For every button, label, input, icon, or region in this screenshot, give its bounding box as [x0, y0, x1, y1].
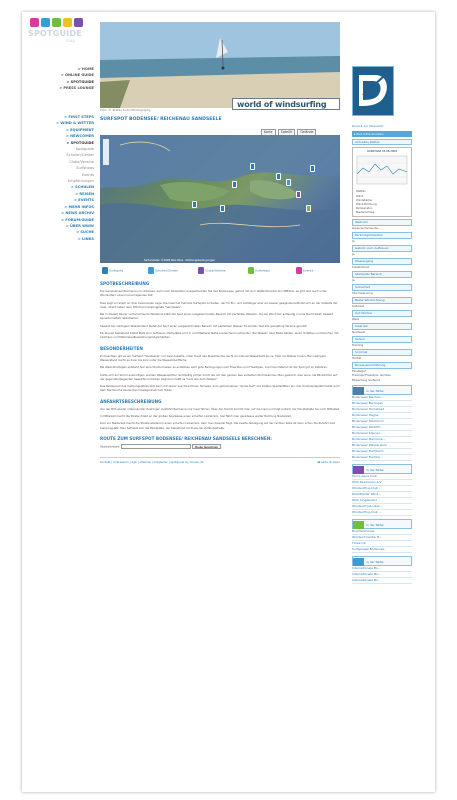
- tab-satellite[interactable]: Satellit: [278, 129, 295, 136]
- right-column: [352, 124, 432, 584]
- nav-top-item[interactable]: > PRESS LOUNGE: [59, 86, 94, 91]
- footer-separator: |: [110, 459, 114, 464]
- main-content: [100, 117, 340, 464]
- shop-thumbnail: [353, 521, 364, 529]
- map-terrain: [100, 135, 340, 263]
- nearby-list-item[interactable]: Bodensee/ Reichen...: [352, 395, 412, 401]
- map-pin-spot-icon[interactable]: [220, 205, 225, 212]
- map-pin-spot-icon[interactable]: [192, 201, 197, 208]
- info-section-title: Sommer: [352, 349, 412, 356]
- paragraph: Die Gemüseinsel Reichenau im Untersee, dem nach Südwesten ausgestreckten Teil des Bodensees, gehört mit zum Weltkulturerbe der UNESCO, es gibt dort auch unter Windsurfern einen hervorragenden Ruf.: [100, 289, 327, 298]
- legend-surfspots[interactable]: [102, 267, 123, 274]
- brand-name: world of windsurfing: [237, 100, 327, 109]
- nav-main-item[interactable]: > FIRST STEPS: [64, 115, 94, 119]
- weather-row-label: Wind:: [356, 193, 364, 198]
- nav-main-item[interactable]: > MEHR INFOS: [64, 204, 94, 209]
- footer: [100, 457, 340, 464]
- shop-icon: [248, 267, 254, 274]
- info-section-value: Nordwest: [352, 330, 366, 335]
- footer-link[interactable]: agb: [131, 459, 137, 464]
- nearby-list-item[interactable]: Windsurfclub Über...: [352, 504, 412, 510]
- footer-link[interactable]: mitglieder: [153, 459, 168, 464]
- nearby-shops-header: [352, 519, 412, 529]
- logo-square-icon: [52, 18, 61, 27]
- page-frame: [22, 12, 435, 792]
- nearby-shops-list: [352, 529, 432, 553]
- nearby-list-item[interactable]: Bodensee/ Hornstaad: [352, 407, 412, 413]
- route-title: ROUTE ZUM SURFSPOT BODENSEE/ REICHENAU SANDSEELE BERECHNEN:: [100, 435, 272, 441]
- calculate-route-button[interactable]: Route berechnen: [192, 444, 221, 449]
- print-page-link[interactable]: 🖶 seite drucken: [317, 459, 340, 464]
- legend-shops[interactable]: [248, 267, 270, 274]
- logo-square-icon: [41, 18, 50, 27]
- map-pin-spot-icon[interactable]: [250, 163, 255, 170]
- legend-schools[interactable]: [148, 267, 178, 274]
- nearby-list-item[interactable]: Windsurfing-Club ...: [352, 486, 412, 492]
- info-section-value: Ja: [352, 278, 355, 283]
- footer-link[interactable]: impressum: [113, 459, 129, 464]
- spot-description: [100, 281, 340, 465]
- nearby-schools-header: [352, 556, 412, 566]
- nav-main-item[interactable]: > EVENTS: [73, 198, 94, 203]
- logo-text: SPOTGUIDE: [28, 29, 82, 38]
- print-label: seite drucken: [321, 459, 340, 464]
- info-section-value: Sturmwarnung: [352, 291, 373, 296]
- section-title: SPOTBESCHREIBUNG: [100, 281, 150, 286]
- nearby-list-item[interactable]: Tom's Aqua Club: [352, 474, 412, 480]
- spotguide-logo[interactable]: [26, 16, 96, 60]
- nav-main-item[interactable]: > EQUIPMENT: [65, 127, 94, 132]
- nearby-list-item[interactable]: Windsurf-Center B...: [352, 535, 412, 541]
- nearby-list-item[interactable]: Windsurfing-Club ...: [352, 510, 412, 516]
- paragraph: Bei in diesem Revier vorherrschende Westwind bläst der Spot einen ausgezeichneten Bereich mit perfekten Wassern. Da der Wind hier auflandig in eine Bucht bläst, besteht keinerlei Gefahr abzutreiben.: [100, 312, 334, 321]
- left-column: [22, 12, 98, 792]
- weather-row-label: Niederschlag:: [356, 210, 376, 215]
- nav-main-item[interactable]: > ÜBER WWW: [65, 223, 94, 228]
- logo-square-icon: [30, 18, 39, 27]
- main-navigation: [56, 114, 94, 242]
- nearby-list-item[interactable]: Surfgarage Bodensee: [352, 547, 412, 553]
- legend-label: Surfspots: [109, 268, 124, 273]
- nav-main-item[interactable]: Spotguide: [75, 147, 94, 152]
- nav-main-item[interactable]: > NEWCOMER: [65, 134, 94, 139]
- weather-details: [353, 188, 411, 215]
- section-anfahrt: [100, 407, 340, 430]
- info-section-title: Gebühr zum Aufbauen: [352, 245, 412, 252]
- weather-row-label: Wetter:: [356, 189, 367, 194]
- footer-link[interactable]: kontakt: [100, 459, 111, 464]
- info-section-title: Wassergang: [352, 258, 412, 265]
- nav-main-item[interactable]: > SUCHE: [76, 230, 94, 235]
- paragraph: Von der B33 wieder umbenannter Zubringer, Ausfahrt Reichenau zur Insel fahren. Über den Damm kommt man auf die Insel und folgt einfach der Hauptstraße bis nach Mittelzell.: [100, 406, 340, 411]
- beach-photo: [100, 22, 340, 108]
- info-section-title: Gut fahrbar: [352, 310, 412, 317]
- niveau-title: Niveaueinschätzung: [352, 362, 412, 369]
- paragraph: Dies liegt vor allem an ihrer besonderen Lage. Die Insel hat mehrere Surfspots zu bieten, der für Ein- und Aufsteiger eher ein besser geeignete befindet sich an der Ostseite der Insel, direkt neben dem örtlichen Campingplatz "Sandseele".: [100, 300, 338, 309]
- nearby-list-item[interactable]: Bodensee/ Wasserwerk: [352, 443, 412, 449]
- start-address-input[interactable]: [121, 444, 191, 449]
- nearby-spots-list: [352, 395, 432, 461]
- info-section-title: Saison: [352, 336, 412, 343]
- legend-label: Clubs/Vereine: [205, 268, 226, 273]
- info-section-value: Südwest: [352, 304, 364, 309]
- footer-separator: |: [128, 459, 132, 464]
- niveau-value: Einsteiger: [352, 369, 367, 374]
- nearby-list-item[interactable]: Bodensee/ Fischba...: [352, 455, 412, 461]
- paragraph: In Mittelzell macht die Straße direkt an der großen Sparkasse einen scharfen Linksknick, hier fährt man geradeaus weiter Richtung Niederzell.: [100, 414, 292, 419]
- paragraph: Speziell bei niedrigem Wasserstand bietet der Spot einen ausgezeichneten Bereich mit perfektem Wasser. Es werden fast alle ganzjährig Vereine genutzt.: [100, 323, 308, 328]
- nearby-label: in der Nähe: [366, 467, 384, 472]
- nearby-list-item[interactable]: Three Up: [352, 541, 412, 547]
- nearby-list-item[interactable]: WSC Singelsdorf: [352, 498, 412, 504]
- back-to-overview-link[interactable]: Zurück zur Übersicht: [352, 124, 384, 128]
- footer-separator: |: [150, 459, 154, 464]
- nav-top-item[interactable]: > SPOTGUIDE: [66, 79, 94, 84]
- weather-row-label: Windstärke:: [356, 197, 373, 202]
- legend-events[interactable]: [296, 267, 313, 274]
- print-info-button[interactable]: ▸ Ihre Infos drucken: [352, 131, 412, 137]
- map-pin-spot-icon[interactable]: [232, 181, 237, 188]
- map-pin-shop-icon[interactable]: [306, 205, 311, 212]
- nearby-schools-list: [352, 566, 432, 584]
- top-navigation: [59, 66, 94, 92]
- footer-separator: |: [167, 459, 171, 464]
- webcam-title: Webcam: [352, 219, 412, 226]
- paragraph: Kurz vor Niederzell macht die Straße wiederum einen scharfen Linksknick, dem man diesmal folgt. Die zweite Abbiegung auf der rechten Seite ist dann schon die Zufahrt zum Campingplatz. Man befindet sich die Parkplätze, der Kiesstrand am Ende der Zufahrtsstraße.: [100, 421, 336, 430]
- nav-top-item[interactable]: > ONLINE GUIDE: [60, 73, 94, 78]
- info-section-value: Herbst: [352, 356, 362, 361]
- weather-widget: [352, 147, 412, 217]
- nav-main-item[interactable]: Surfshops: [76, 166, 94, 171]
- section-title: BESONDERHEITEN: [100, 345, 143, 351]
- windsurf-d-icon: [353, 67, 392, 114]
- info-section-value: West: [352, 317, 359, 322]
- logo-square-icon: [74, 18, 83, 27]
- nav-main-item[interactable]: Clubs/Vereine: [69, 159, 94, 164]
- section-spotbeschreibung: [100, 289, 340, 340]
- weather-caption: KONSTANZ 03.08.2008: [367, 150, 397, 154]
- club-thumbnail: [353, 466, 364, 474]
- map-pin-school-icon[interactable]: [286, 179, 291, 186]
- info-section-title: Beste Windrichtung: [352, 297, 412, 304]
- event-icon: [296, 267, 302, 274]
- surfspot-thumbnail: [353, 387, 364, 395]
- nav-main-item[interactable]: > SCHULEN: [70, 185, 94, 190]
- footer-link[interactable]: sitemap: [139, 459, 151, 464]
- logo-square-icon: [63, 18, 72, 27]
- legend-clubs[interactable]: [198, 267, 226, 274]
- footer-link[interactable]: spotguide by mnevo.de: [170, 459, 204, 464]
- school-icon: [148, 267, 154, 274]
- section-title: ANFAHRTSBESCHREIBUNG: [100, 398, 162, 404]
- info-section-title: Ideal bei: [352, 323, 412, 330]
- legend-label: Schulen/Center: [155, 268, 179, 273]
- weather-title: Aktuelles Wetter: [352, 139, 412, 146]
- banner-caption: Foto: © Stefan Kuhn Photography: [100, 108, 151, 112]
- nearby-label: in der Nähe: [366, 522, 384, 527]
- nearby-clubs-header: [352, 464, 412, 474]
- page-title: SURFSPOT BODENSEE/ REICHENAU SANDSEELE: [100, 117, 222, 122]
- world-of-windsurfing-logo[interactable]: [352, 66, 394, 116]
- school-thumbnail: [353, 558, 364, 566]
- section-besonderheiten: [100, 354, 340, 393]
- nearby-list-item[interactable]: Bodensee/ Hegne: [352, 413, 412, 419]
- header-banner-image: [100, 22, 340, 108]
- nearby-list-item[interactable]: Bodensee/ Steckborn: [352, 419, 412, 425]
- info-section-value: Frühling: [352, 343, 364, 348]
- legend-label: Events: [303, 268, 314, 273]
- map-legend: [100, 267, 340, 277]
- paragraph: Zu beachten gilt es am Surfspot "Sandseele" nur zwei Aspekte, unter Hand des Kiesstrandes reicht ein kleines Wasserbett bis ca. 50m ins Wasser hinein. Bei niedrigem Wasserstand reicht es dann bis kurz unter die Wasseroberfläche.: [100, 353, 327, 362]
- tab-terrain[interactable]: Gelände: [297, 129, 316, 136]
- spot-info-sections: [352, 232, 432, 360]
- map-pin-spot-icon[interactable]: [276, 173, 281, 180]
- brand-bar: [232, 98, 340, 110]
- footer-links: [100, 460, 204, 464]
- nearby-list-item[interactable]: Bodensee/ Berlingen: [352, 401, 412, 407]
- niveau-text: Freerider/Freestyle, leichtes: [352, 373, 391, 378]
- nearby-list-item[interactable]: Internationale Bo...: [352, 566, 412, 572]
- club-icon: [198, 267, 204, 274]
- nav-main-item[interactable]: Empfehlungen: [67, 179, 94, 184]
- info-section-title: Startplatz Bereich: [352, 271, 412, 278]
- nav-main-item[interactable]: Events: [81, 172, 94, 177]
- nearby-spots-header: [352, 385, 412, 395]
- footer-separator: |: [136, 459, 140, 464]
- nav-main-item[interactable]: > LINKS: [77, 236, 94, 241]
- spot-map[interactable]: [100, 135, 340, 263]
- nearby-list-item[interactable]: Bodensee/ Mannenb...: [352, 437, 412, 443]
- nav-main-item[interactable]: > NEWS ARCHIV: [61, 211, 94, 216]
- logo-subtitle: map: [66, 38, 75, 43]
- info-section-value: Ja: [352, 252, 355, 257]
- webcam-link[interactable]: www.reichenau-de...: [352, 226, 381, 231]
- nearby-label: in der Nähe: [366, 559, 384, 564]
- legend-label: Surfshops: [255, 268, 270, 273]
- nav-top-item[interactable]: > HOME: [77, 67, 94, 71]
- paragraph: Sollte sich ein Sturm ankündigen, werden Wassersportler rechtzeitig vorher durch die um den ganzen See verteilten Sturmwarnleuchten gewarnt. Also wenn die Blinklichter auf der gegenüberliegenden Seeseite zu blinken beginnen heißt es "raus aus dem Wasser".: [100, 372, 338, 381]
- paragraph: Das Restaurant des Campingplatzes lädt dann mit seiner wunderschönen Terrasse, zum gemeinsamen "Apres-Surf" mit lokalen Spezialitäten ein. Der Kinderspielplatz bietet auch dem Nachwuchs ausreichend Gelegenheit zum Toben.: [100, 384, 340, 393]
- tab-map[interactable]: Karte: [261, 129, 276, 136]
- map-pin-club-icon[interactable]: [296, 191, 301, 198]
- paragraph: Ein kleiner Kiesstrand bietet Platz zum Aufbauen, Parkplätze sind in unmittelbarer Nähe ausreichend vorhanden. Bei Wasser- oder Bade Gästen, einen Toiletten und Duschen mit Clubhaus und Materialaufbewahrungsmöglichkeiten.: [100, 331, 339, 340]
- nearby-list-item[interactable]: Radolfzeller Wind...: [352, 492, 412, 498]
- nearby-clubs-list: [352, 474, 432, 516]
- surfspot-icon: [102, 267, 108, 274]
- info-section-value: Kieselstrand: [352, 265, 370, 270]
- nearby-list-item[interactable]: Internationale Bo...: [352, 572, 412, 578]
- rating-hint: Bewertung Surfspot: [352, 377, 380, 382]
- nearby-list-item[interactable]: Bodensee/ Klauser...: [352, 431, 412, 437]
- nearby-list-item[interactable]: WSC Reichenau e.V.: [352, 480, 412, 486]
- paragraph: Bei West-Windlagen entsteht hier eine Windschneise, es entstehen sehr gute Bedingungen zum Freeriden und Freestylen. Auch bei Ostwind ist der Spot gut zu befahren.: [100, 365, 328, 370]
- info-section-title: Parkmöglichkeiten: [352, 232, 412, 239]
- info-section-title: Sicherheit: [352, 284, 412, 291]
- nearby-label: in der Nähe: [366, 388, 384, 393]
- nav-main-item[interactable]: > FORUM/GUIDE: [61, 217, 94, 222]
- weather-chart: [353, 154, 411, 188]
- nearby-list-item[interactable]: Bodensee/ Radolfz...: [352, 425, 412, 431]
- route-label: Startadresse:: [100, 444, 121, 449]
- nav-main-item[interactable]: > SPOTGUIDE: [66, 140, 94, 145]
- nearby-list-item[interactable]: Internationale Bo...: [352, 578, 412, 584]
- route-form: [100, 444, 340, 449]
- print-info-label: Ihre Infos drucken: [356, 131, 384, 136]
- map-pin-spot-icon[interactable]: [310, 165, 315, 172]
- weather-row-label: Temperatur:: [356, 206, 373, 211]
- map-copyright: Kartendaten ©2008 Tele Atlas · Nutzungsbedingungen: [144, 259, 215, 262]
- nearby-list-item[interactable]: Boardershouse: [352, 529, 412, 535]
- nearby-list-item[interactable]: Bodensee/ Fischbach: [352, 449, 412, 455]
- nav-main-item[interactable]: Schulen/Center: [66, 153, 94, 158]
- nav-main-item[interactable]: > WIND & WETTER: [56, 121, 94, 126]
- info-section-value: Ja: [352, 239, 355, 244]
- weather-row-label: Wind-Richtung:: [356, 201, 378, 206]
- nav-main-item[interactable]: > REISEN: [75, 191, 94, 196]
